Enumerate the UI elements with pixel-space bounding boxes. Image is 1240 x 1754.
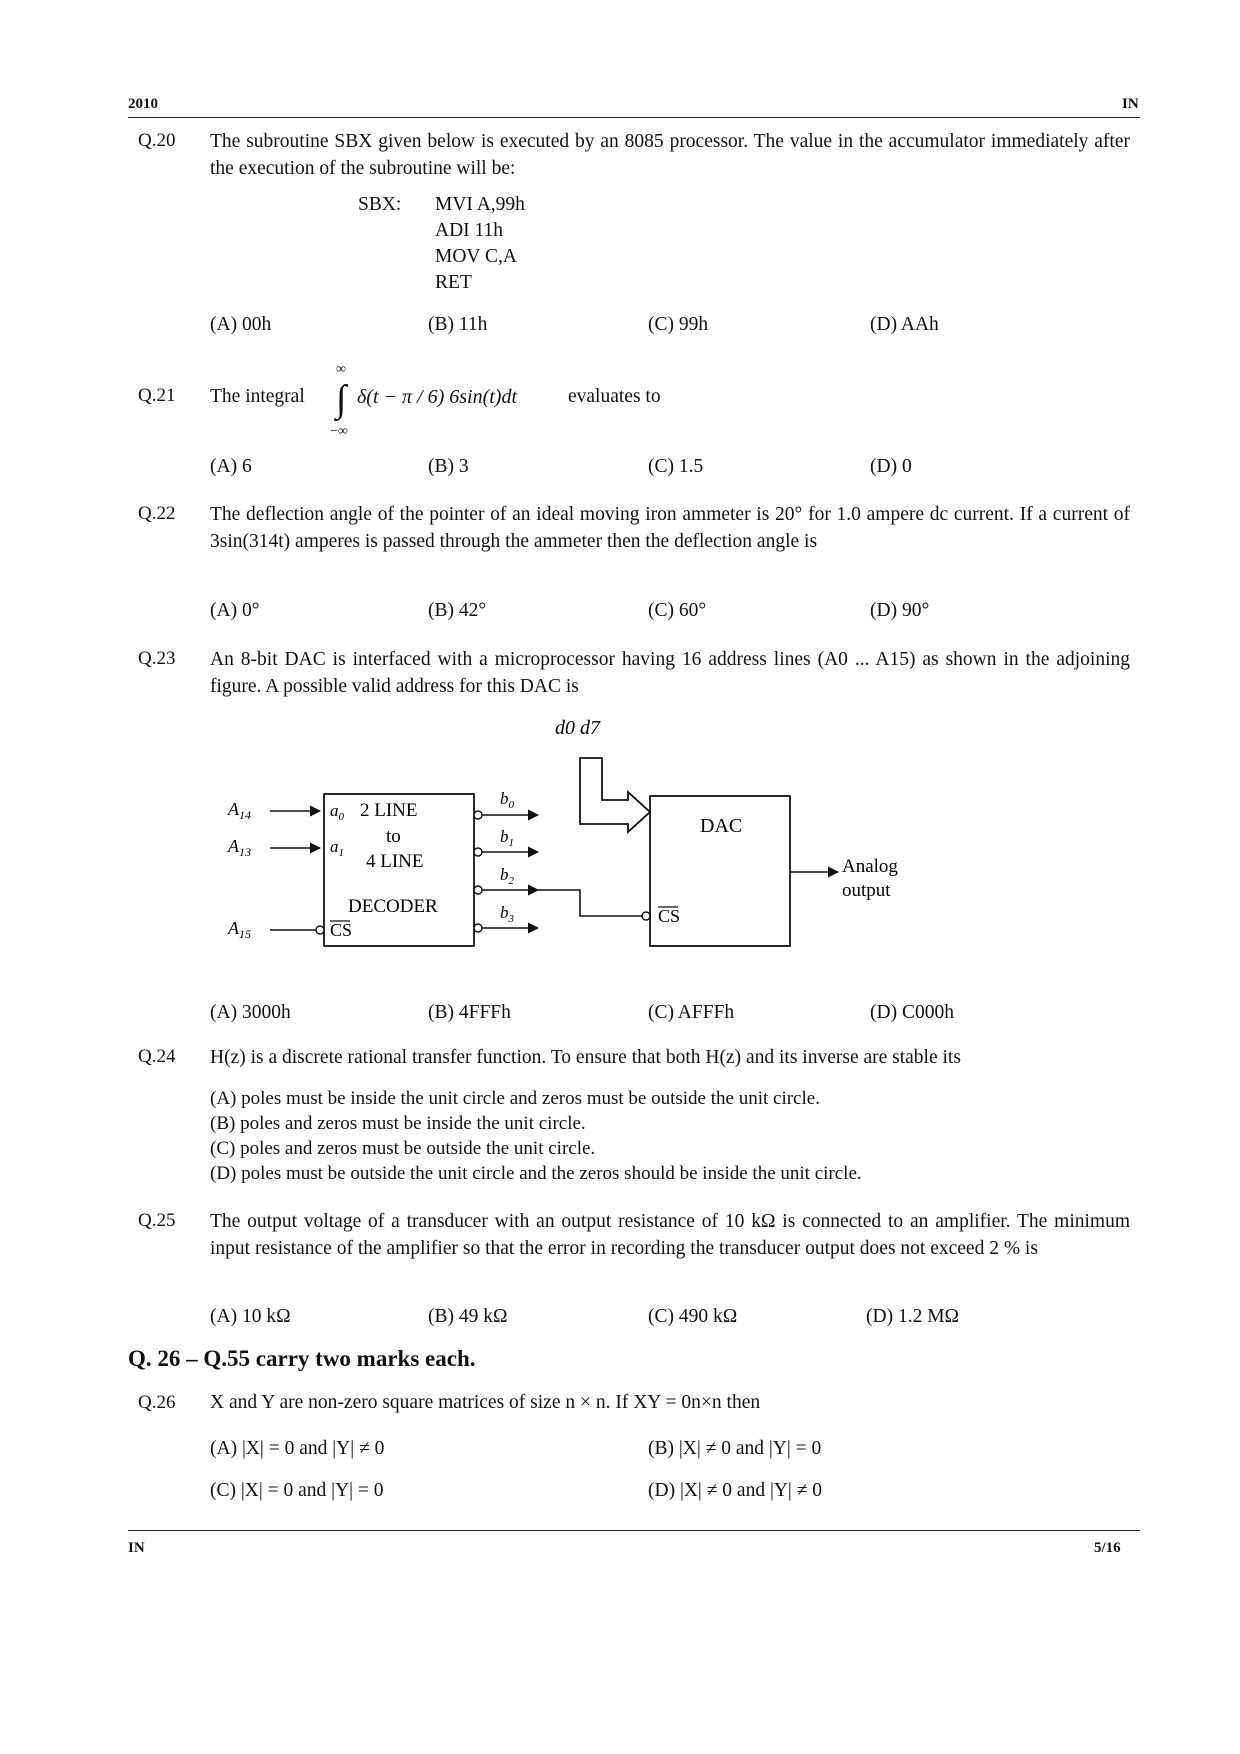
output-label-b2: $b_2$ — [500, 865, 514, 887]
decoder-cs: CS — [330, 920, 353, 940]
q25-option-d: (D) 1.2 MΩ — [866, 1306, 960, 1327]
q22-option-b: (B) 42° — [428, 600, 487, 621]
q20-code-line: ADI 11h — [435, 220, 504, 241]
q20-option-c: (C) 99h — [648, 314, 709, 335]
q20-option-a: (A) 00h — [210, 314, 272, 335]
q26-option-b: (B) |X| ≠ 0 and |Y| = 0 — [648, 1438, 822, 1459]
q21-option-b: (B) 3 — [428, 456, 469, 477]
q26-number: Q.26 — [138, 1392, 176, 1413]
q21-prefix: The integral — [210, 386, 305, 407]
q25-option-c: (C) 490 kΩ — [648, 1306, 738, 1327]
header-paper-code: IN — [1122, 96, 1139, 112]
q26-option-c: (C) |X| = 0 and |Y| = 0 — [210, 1480, 384, 1501]
q25-text: The output voltage of a transducer with an output resistance of 10 kΩ is connected to an amplifier. The minimum input resistance of the amplifier so that the error in recording the transducer output does not exceed 2 % is — [210, 1211, 1130, 1259]
q22-number: Q.22 — [138, 503, 176, 524]
q22-option-a: (A) 0° — [210, 600, 260, 621]
q22-text: The deflection angle of the pointer of an ideal moving iron ammeter is 20° for 1.0 ampere dc current. If a current of 3sin(314t) amperes is passed through the ammeter then the deflection angle is — [210, 504, 1130, 552]
q23-option-b: (B) 4FFFh — [428, 1002, 511, 1023]
q20-code-line: MOV C,A — [435, 246, 517, 267]
q20-code-line: MVI A,99h — [435, 194, 525, 215]
q26-option-a: (A) |X| = 0 and |Y| ≠ 0 — [210, 1438, 385, 1459]
decoder-title-line: to — [386, 826, 401, 847]
q20-option-d: (D) AAh — [870, 314, 939, 335]
q22-option-c: (C) 60° — [648, 600, 707, 621]
q24-text: H(z) is a discrete rational transfer function. To ensure that both H(z) and its inverse are stable its — [210, 1047, 961, 1068]
q21-number: Q.21 — [138, 385, 176, 406]
input-label-a13: $A_{13}$ — [228, 836, 251, 859]
footer-page-number: 5/16 — [1094, 1540, 1121, 1556]
q21-option-a: (A) 6 — [210, 456, 252, 477]
input-label-a15: $A_{15}$ — [228, 918, 251, 941]
q20-option-b: (B) 11h — [428, 314, 488, 335]
footer-rule — [128, 1530, 1140, 1531]
q20-code-line: RET — [435, 272, 472, 293]
analog-output-label: output — [842, 880, 891, 901]
q22-option-d: (D) 90° — [870, 600, 930, 621]
q25-option-a: (A) 10 kΩ — [210, 1306, 291, 1327]
q21-lower-limit: −∞ — [330, 424, 348, 439]
footer-paper-code: IN — [128, 1540, 145, 1556]
q24-option-c: (C) poles and zeros must be outside the unit circle. — [210, 1138, 596, 1159]
decoder-name: DECODER — [348, 896, 438, 917]
q25-option-b: (B) 49 kΩ — [428, 1306, 508, 1327]
input-label-a14: $A_{14}$ — [228, 799, 251, 822]
output-label-b3: $b_3$ — [500, 903, 514, 925]
q21-option-d: (D) 0 — [870, 456, 912, 477]
b2-to-dac-wire — [538, 890, 642, 916]
dac-cs: CS — [658, 906, 681, 926]
data-bus-arrow — [580, 758, 650, 832]
q23-option-d: (D) C000h — [870, 1002, 954, 1023]
section-heading: Q. 26 – Q.55 carry two marks each. — [128, 1346, 476, 1371]
q21-suffix: evaluates to — [568, 386, 661, 407]
header-rule — [128, 117, 1140, 118]
decoder-title-line: 2 LINE — [360, 800, 418, 821]
q20-code-label: SBX: — [358, 194, 402, 215]
q20-text: The subroutine SBX given below is executed by an 8085 processor. The value in the accumulator immediately after the execution of the subroutine will be: — [210, 131, 1130, 179]
q21-option-c: (C) 1.5 — [648, 456, 704, 477]
q23-option-a: (A) 3000h — [210, 1002, 291, 1023]
analog-output-label: Analog — [842, 856, 898, 877]
dac-label: DAC — [700, 815, 743, 837]
q24-option-d: (D) poles must be outside the unit circle and the zeros should be inside the unit circle. — [210, 1163, 862, 1184]
header-year: 2010 — [128, 96, 158, 112]
decoder-title-line: 4 LINE — [366, 851, 424, 872]
q24-option-b: (B) poles and zeros must be inside the unit circle. — [210, 1113, 586, 1134]
dac-decoder-figure — [210, 712, 910, 972]
output-label-b0: $b_0$ — [500, 789, 514, 811]
q26-option-d: (D) |X| ≠ 0 and |Y| ≠ 0 — [648, 1480, 823, 1501]
integral-sign-icon: ∫ — [336, 378, 347, 420]
decoder-pin-a1: $a_1$ — [330, 837, 344, 859]
output-label-b1: $b_1$ — [500, 827, 514, 849]
q25-number: Q.25 — [138, 1210, 176, 1231]
q26-text: X and Y are non-zero square matrices of size n × n. If XY = 0n×n then — [210, 1392, 761, 1413]
q20-number: Q.20 — [138, 130, 176, 151]
q23-number: Q.23 — [138, 648, 176, 669]
q21-upper-limit: ∞ — [336, 362, 346, 377]
q21-integrand: δ(t − π / 6) 6sin(t)dt — [357, 386, 518, 408]
data-bus-label: d0 d7 — [555, 717, 600, 739]
q23-text: An 8-bit DAC is interfaced with a microprocessor having 16 address lines (A0 ... A15) as shown in the adjoining figure. A possible valid address for this DAC is — [210, 649, 1130, 697]
q24-option-a: (A) poles must be inside the unit circle and zeros must be outside the unit circle. — [210, 1088, 820, 1109]
cs-bubble — [316, 926, 324, 934]
q23-option-c: (C) AFFFh — [648, 1002, 735, 1023]
decoder-pin-a0: $a_0$ — [330, 801, 344, 823]
q24-number: Q.24 — [138, 1046, 176, 1067]
